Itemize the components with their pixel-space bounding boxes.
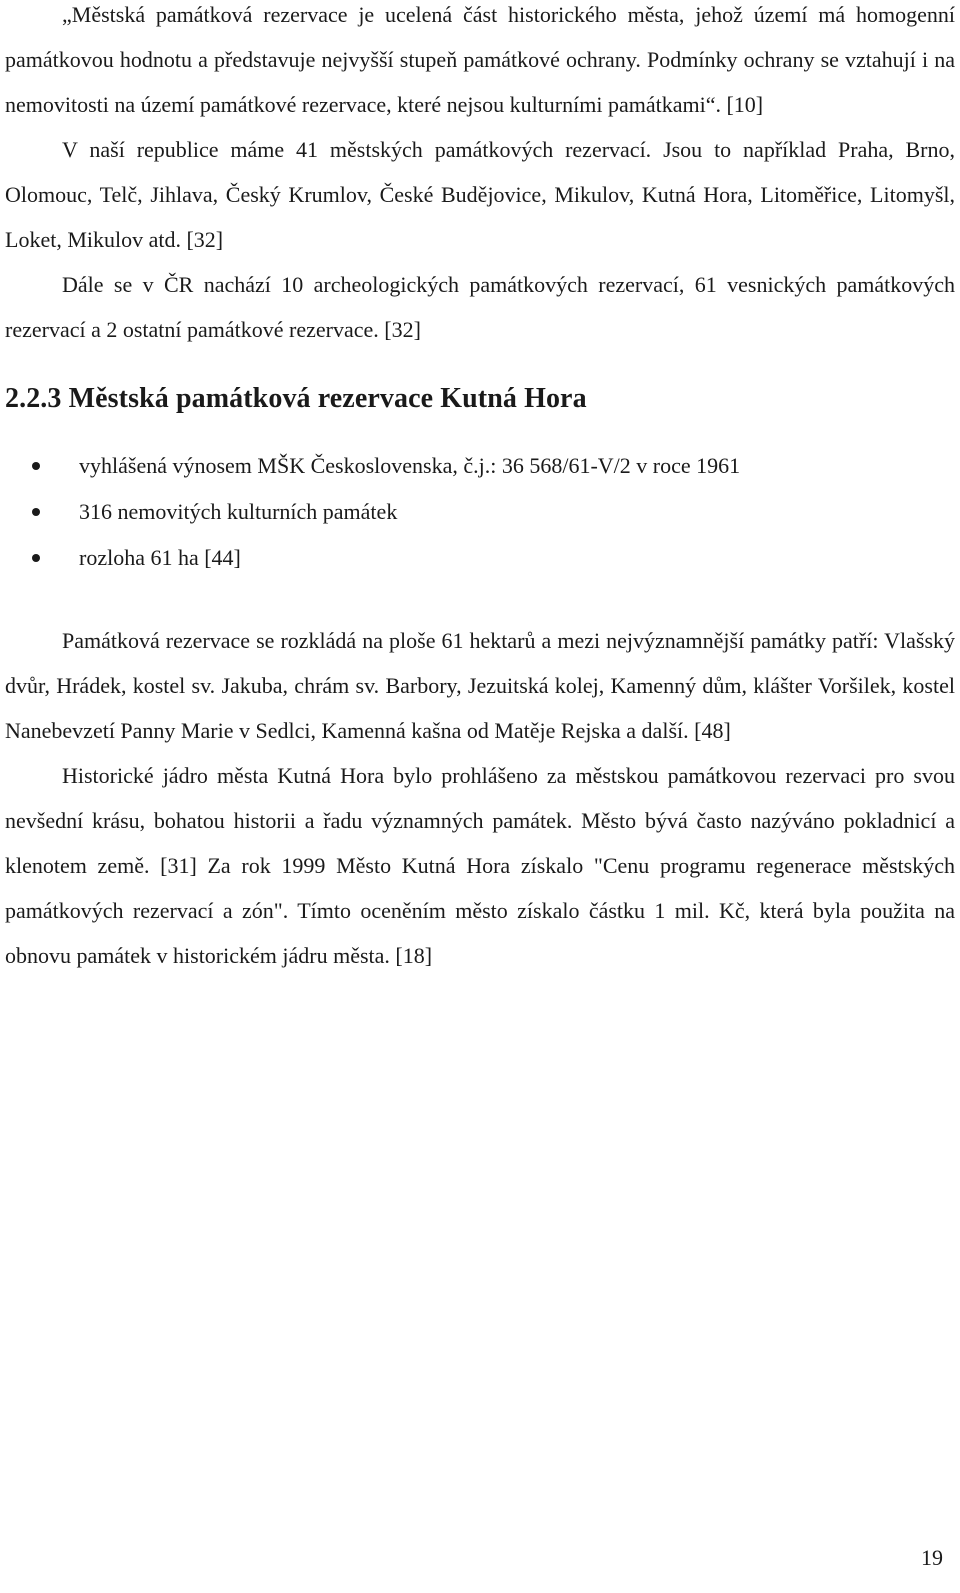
intro-paragraph: „Městská památková rezervace je ucelená část historického města, jehož území má homogenní památkovou hodnotu a představuje nejvyšší stupeň památkové ochrany. Podmínky ochrany se vztahují i na nemovitosti na území památkové rezervace, které nejsou kulturními památkami“. [10] — [5, 2, 955, 117]
paragraph-city-reservations: V naší republice máme 41 městských památkových rezervací. Jsou to například Praha, Brno, Olomouc, Telč, Jihlava, Český Krumlov, České Budějovice, Mikulov, Kutná Hora, Litoměřice, Litomyšl, Loket, Mikulov atd. [32] — [5, 137, 955, 252]
paragraph-historic-core: Historické jádro města Kutná Hora bylo prohlášeno za městskou památkovou rezervaci pro svou nevšední krásu, bohatou historii a řadu významných památek. Město bývá často nazýváno pokladnicí a klenotem země. [31] Za rok 1999 Město Kutná Hora získalo "Cenu programu regenerace městských památkových rezervací a zón". Tímto oceněním město získalo částku 1 mil. Kč, která byla použita na obnovu památek v historickém jádru města. [18] — [5, 763, 955, 968]
bullet-icon — [32, 462, 40, 470]
paragraph-landmarks: Památková rezervace se rozkládá na ploše 61 hektarů a mezi nejvýznamnější památky patří: Vlašský dvůr, Hrádek, kostel sv. Jakuba, chrám sv. Barbory, Jezuitská kolej, Kamenný dům, klášter Voršilek, kostel Nanebevzetí Panny Marie v Sedlci, Kamenná kašna od Matěje Rejska a další. [48] — [5, 628, 955, 743]
bullet-icon — [32, 554, 40, 562]
document-page — [5, 0, 955, 978]
paragraph-other-reservations: Dále se v ČR nachází 10 archeologických památkových rezervací, 61 vesnických památkových rezervací a 2 ostatní památkové rezervace. [32] — [5, 272, 955, 342]
list-item — [5, 489, 955, 535]
list-item-text: 316 nemovitých kulturních památek — [79, 499, 398, 524]
facts-list — [5, 443, 955, 581]
list-item — [5, 443, 955, 489]
page-number: 19 — [921, 1545, 943, 1570]
section-heading: 2.2.3 Městská památková rezervace Kutná Hora — [5, 383, 587, 414]
list-item-text: vyhlášená výnosem MŠK Československa, č.j.: 36 568/61-V/2 v roce 1961 — [79, 453, 741, 478]
bullet-icon — [32, 508, 40, 516]
list-item — [5, 535, 955, 581]
list-item-text: rozloha 61 ha [44] — [79, 545, 241, 570]
